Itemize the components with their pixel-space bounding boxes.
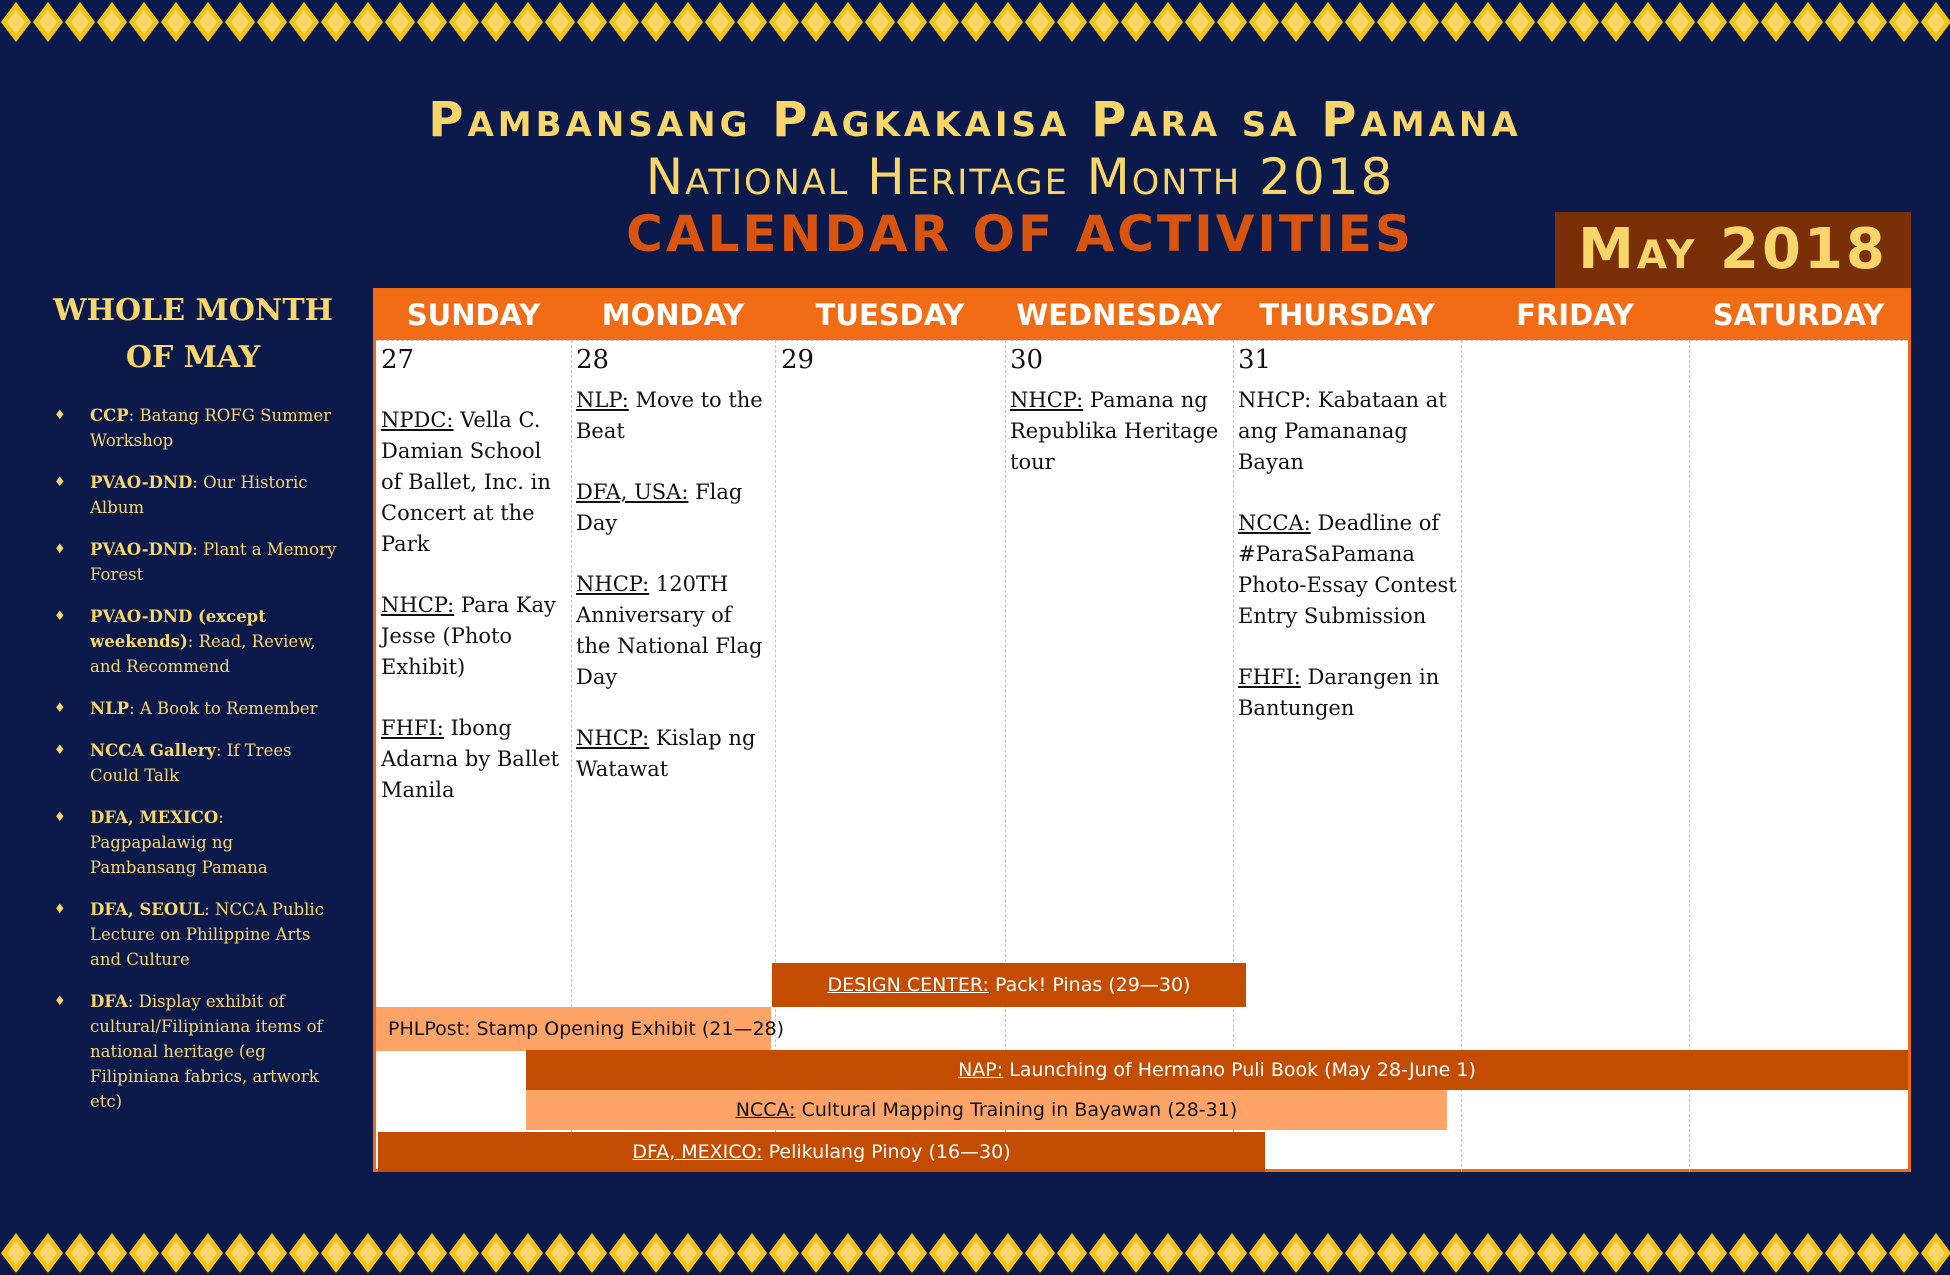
bottom-diamond-border bbox=[0, 1231, 1950, 1275]
item-text: : Batang ROFG Summer Workshop bbox=[90, 406, 332, 450]
item-org: DFA, SEOUL bbox=[90, 900, 205, 919]
list-item bbox=[40, 403, 340, 453]
event-bar-nap bbox=[526, 1050, 1908, 1090]
item-text: : NCCA Public Lecture on Philippine Arts and Culture bbox=[90, 900, 324, 969]
list-item bbox=[40, 805, 340, 880]
item-org: NLP bbox=[90, 699, 130, 718]
event-text: Deadline of #ParaSaPamana Photo-Essay Contest Entry Submission bbox=[1238, 511, 1457, 628]
date-number: 27 bbox=[381, 345, 415, 375]
list-item bbox=[40, 989, 340, 1114]
event-text: Move to the Beat bbox=[576, 388, 763, 443]
subtitle: National Heritage Month 2018 bbox=[645, 148, 1395, 206]
event-org: DFA, USA: bbox=[576, 480, 689, 504]
whole-month-sidebar bbox=[40, 287, 340, 1131]
event-item bbox=[576, 477, 772, 539]
event-item bbox=[1010, 385, 1230, 478]
event-item bbox=[381, 590, 567, 683]
event-org: FHFI: bbox=[381, 716, 444, 740]
day-header-saturday: SATURDAY bbox=[1689, 291, 1908, 340]
main-title: Pambansang Pagkakaisa Para sa Pamana bbox=[428, 92, 1522, 148]
day-header-tuesday: TUESDAY bbox=[775, 291, 1005, 340]
day-header-sunday: SUNDAY bbox=[376, 291, 571, 340]
event-bar-ncca bbox=[526, 1090, 1447, 1130]
event-text: Pack! Pinas (29—30) bbox=[988, 974, 1191, 996]
day-cell-30 bbox=[1010, 345, 1230, 508]
diamond-bullet-icon: ♦ bbox=[54, 994, 66, 1009]
event-item bbox=[576, 723, 772, 785]
event-text: NHCP: Kabataan at ang Pamananag Bayan bbox=[1238, 388, 1447, 474]
column-divider bbox=[1005, 340, 1006, 1172]
list-item bbox=[40, 604, 340, 679]
event-bar-phlpost bbox=[376, 1007, 785, 1051]
item-text: : Display exhibit of cultural/Filipiniana items of national heritage (eg Filipiniana fabrics, artwork etc) bbox=[90, 992, 323, 1111]
event-text: Launching of Hermano Puli Book (May 28-June 1) bbox=[1003, 1059, 1476, 1081]
event-org: NHCP: bbox=[576, 572, 650, 596]
diamond-bullet-icon: ♦ bbox=[54, 743, 66, 758]
event-text: Cultural Mapping Training in Bayawan (28-31) bbox=[795, 1099, 1238, 1121]
event-text: Vella C. Damian School of Ballet, Inc. in Concert at the Park bbox=[381, 408, 551, 556]
item-org: NCCA Gallery bbox=[90, 741, 216, 760]
day-cell-27 bbox=[381, 345, 567, 836]
item-text: : Plant a Memory Forest bbox=[90, 540, 337, 584]
date-number: 28 bbox=[576, 345, 610, 375]
item-org: DFA, MEXICO bbox=[90, 808, 219, 827]
list-item bbox=[40, 897, 340, 972]
date-number: 30 bbox=[1010, 345, 1044, 375]
list-item bbox=[40, 470, 340, 520]
event-org: NHCP: bbox=[381, 593, 455, 617]
event-item bbox=[381, 405, 567, 560]
column-divider bbox=[1461, 340, 1462, 1172]
event-text: Ibong Adarna by Ballet Manila bbox=[381, 716, 560, 802]
event-item bbox=[1238, 385, 1458, 478]
event-bar-design-center bbox=[772, 963, 1246, 1007]
top-diamond-border bbox=[0, 0, 1950, 44]
event-item bbox=[381, 713, 567, 806]
diamond-bullet-icon: ♦ bbox=[54, 902, 66, 917]
event-text: Kislap ng Watawat bbox=[576, 726, 756, 781]
event-text: Para Kay Jesse (Photo Exhibit) bbox=[381, 593, 556, 679]
event-text: Flag Day bbox=[576, 480, 743, 535]
date-number: 29 bbox=[781, 345, 815, 375]
item-text: : If Trees Could Talk bbox=[90, 741, 292, 785]
item-text: : Read, Review, and Recommend bbox=[90, 632, 316, 676]
list-item bbox=[40, 537, 340, 587]
event-org: NCCA: bbox=[1238, 511, 1311, 535]
day-cell-29 bbox=[781, 345, 1001, 385]
item-text: : Our Historic Album bbox=[90, 473, 308, 517]
date-number: 31 bbox=[1238, 345, 1272, 375]
item-org: DFA bbox=[90, 992, 128, 1011]
item-text: : Pagpapalawig ng Pambansang Pamana bbox=[90, 808, 268, 877]
diamond-bullet-icon: ♦ bbox=[54, 408, 66, 423]
item-org: PVAO-DND (except weekends) bbox=[90, 607, 266, 651]
event-org: NCCA: bbox=[735, 1099, 796, 1121]
event-org: NHCP: bbox=[576, 726, 650, 750]
event-item bbox=[1238, 508, 1458, 632]
diamond-bullet-icon: ♦ bbox=[54, 810, 66, 825]
event-item bbox=[1238, 662, 1458, 724]
event-text: 120TH Anniversary of the National Flag Day bbox=[576, 572, 763, 689]
diamond-bullet-icon: ♦ bbox=[54, 701, 66, 716]
day-cell-28 bbox=[576, 345, 772, 815]
item-org: CCP bbox=[90, 406, 129, 425]
diamond-bullet-icon: ♦ bbox=[54, 475, 66, 490]
event-org: NHCP: bbox=[1010, 388, 1084, 412]
day-header-wednesday: WEDNESDAY bbox=[1005, 291, 1233, 340]
calendar-grid bbox=[373, 288, 1911, 1172]
event-org: DFA, MEXICO: bbox=[632, 1141, 763, 1163]
list-item bbox=[40, 738, 340, 788]
item-text: : A Book to Remember bbox=[129, 699, 318, 718]
sidebar-list bbox=[40, 403, 340, 1114]
event-item bbox=[576, 385, 772, 447]
month-label: May 2018 bbox=[1555, 212, 1911, 288]
event-text: Darangen in Bantungen bbox=[1238, 665, 1440, 720]
column-divider bbox=[1689, 340, 1690, 1172]
day-header-friday: FRIDAY bbox=[1461, 291, 1689, 340]
header-divider bbox=[376, 340, 1908, 341]
day-header-thursday: THURSDAY bbox=[1233, 291, 1461, 340]
event-org: DESIGN CENTER: bbox=[827, 974, 989, 996]
item-org: PVAO-DND bbox=[90, 540, 193, 559]
event-text: PHLPost: Stamp Opening Exhibit (21—28) bbox=[388, 1018, 785, 1040]
event-text: Pelikulang Pinoy (16—30) bbox=[762, 1141, 1011, 1163]
day-header-monday: MONDAY bbox=[571, 291, 775, 340]
day-cell-31 bbox=[1238, 345, 1458, 754]
event-item bbox=[576, 569, 772, 693]
diamond-bullet-icon: ♦ bbox=[54, 609, 66, 624]
calendar-heading: CALENDAR OF ACTIVITIES bbox=[626, 205, 1414, 263]
sidebar-heading: WHOLE MONTH OF MAY bbox=[52, 293, 333, 375]
event-org: NLP: bbox=[576, 388, 629, 412]
item-org: PVAO-DND bbox=[90, 473, 193, 492]
diamond-bullet-icon: ♦ bbox=[54, 542, 66, 557]
event-org: NAP: bbox=[958, 1059, 1004, 1081]
event-org: NPDC: bbox=[381, 408, 454, 432]
event-org: FHFI: bbox=[1238, 665, 1301, 689]
column-divider bbox=[1233, 340, 1234, 1172]
event-text: Pamana ng Republika Heritage tour bbox=[1010, 388, 1219, 474]
event-bar-dfa-mexico bbox=[378, 1132, 1265, 1172]
list-item bbox=[40, 696, 340, 721]
